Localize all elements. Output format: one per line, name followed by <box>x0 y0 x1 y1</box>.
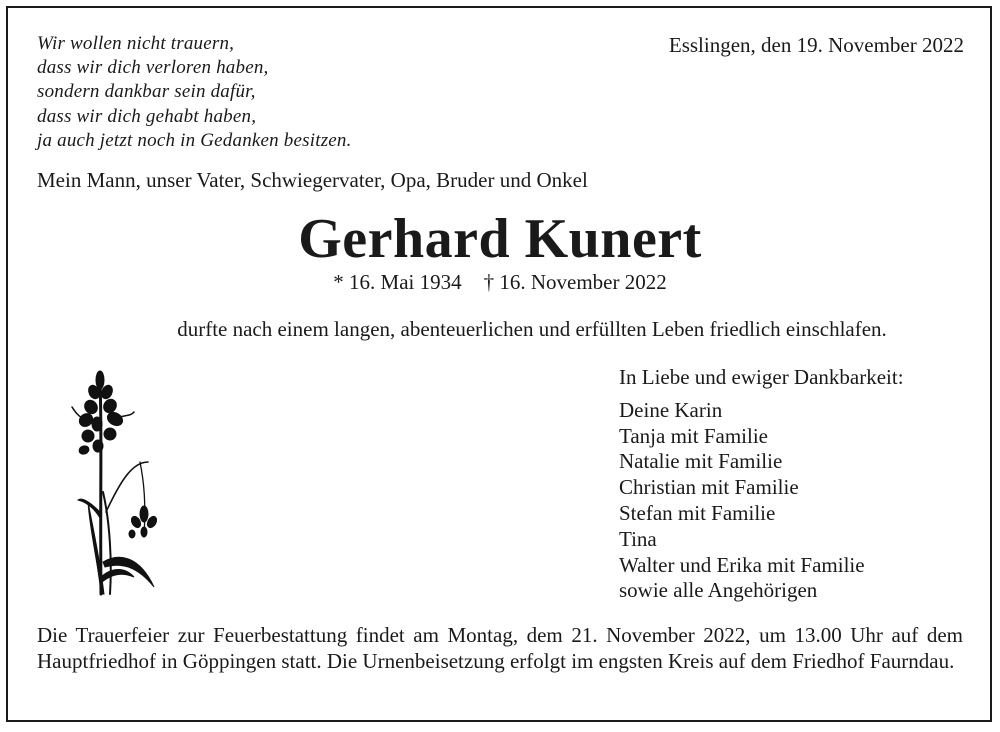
mourners-heading: In Liebe und ewiger Dankbarkeit: <box>619 365 904 389</box>
mourner-name: Walter und Erika mit Familie <box>619 552 865 577</box>
place-and-date: Esslingen, den 19. November 2022 <box>668 33 964 57</box>
announcement-sentence: durfte nach einem langen, abenteuerlichen und erfüllten Leben friedlich einschlafen. <box>177 317 887 341</box>
death-date: † 16. November 2022 <box>483 270 667 294</box>
deceased-name: Gerhard Kunert <box>298 208 702 270</box>
funeral-service-info: Die Trauerfeier zur Feuerbestattung findet am Montag, dem 21. November 2022, um 13.00 Uhr auf dem Hauptfriedhof in Göppingen statt. Die Urnenbeisetzung erfolgt im engsten Kreis auf dem Friedhof Faurndau. <box>37 623 963 673</box>
grass-stalk-illustration <box>70 362 170 597</box>
poem-line: dass wir dich gehabt haben, <box>37 105 257 127</box>
relation-line: Mein Mann, unser Vater, Schwiegervater, Opa, Bruder und Onkel <box>37 168 588 192</box>
mourner-name: sowie alle Angehörigen <box>619 578 818 603</box>
poem-line: sondern dankbar sein dafür, <box>37 81 256 103</box>
mourners-block <box>619 365 904 604</box>
mourner-name: Tina <box>619 526 657 551</box>
poem-line: Wir wollen nicht trauern, <box>37 33 235 54</box>
mourner-name: Stefan mit Familie <box>619 500 776 525</box>
poem-line: dass wir dich verloren haben, <box>37 57 269 79</box>
birth-date: * 16. Mai 1934 <box>333 270 462 294</box>
mourner-name: Christian mit Familie <box>619 475 799 500</box>
mourners-list <box>619 398 904 604</box>
poem <box>37 32 352 153</box>
poem-line: ja auch jetzt noch in Gedanken besitzen. <box>37 129 352 151</box>
mourner-name: Tanja mit Familie <box>619 423 768 448</box>
mourner-name: Deine Karin <box>619 397 723 422</box>
life-dates <box>0 268 1000 296</box>
mourner-name: Natalie mit Familie <box>619 449 783 474</box>
